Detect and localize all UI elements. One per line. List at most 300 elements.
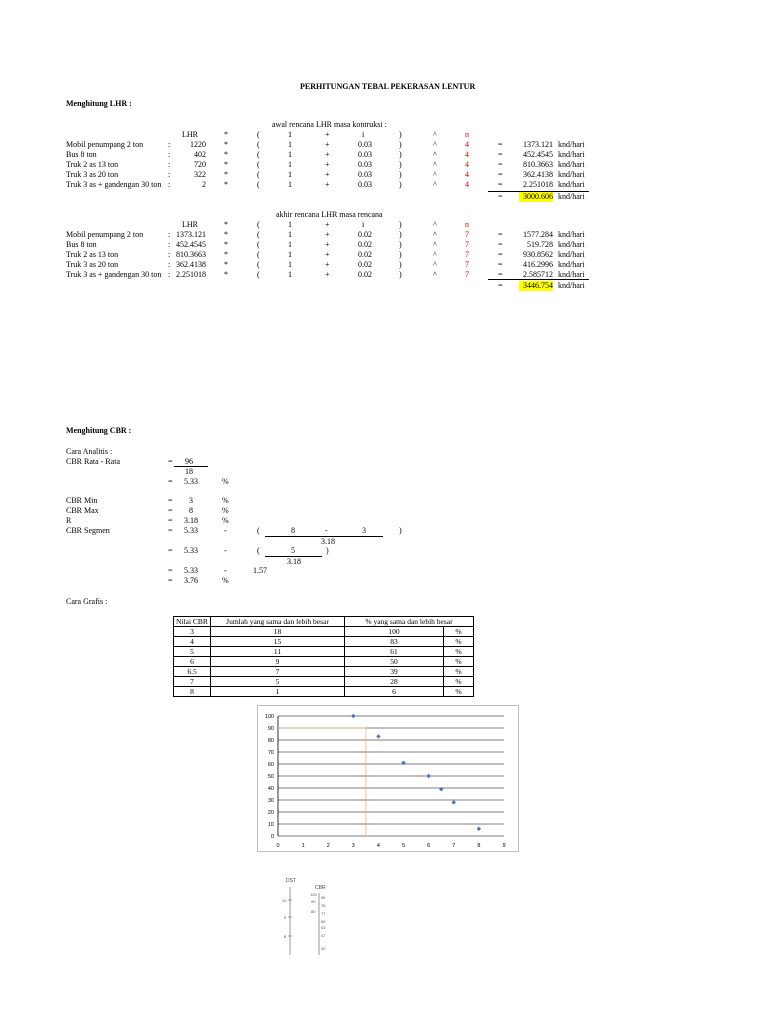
- header-one: 1: [288, 220, 292, 229]
- row-lhr: 1373.121: [176, 230, 206, 239]
- row-eq: =: [498, 240, 503, 249]
- row-plus: +: [325, 240, 330, 249]
- x-tick-label: 6: [427, 843, 431, 849]
- table-cell: %: [444, 677, 474, 687]
- seg3-b: 1.57: [253, 566, 267, 575]
- row-result: 519.728: [527, 240, 553, 249]
- row-eq: =: [498, 180, 503, 189]
- table-cell: 5: [211, 677, 345, 687]
- row-result: 452.4545: [523, 150, 553, 159]
- nomograph-right-tick: 100: [310, 892, 317, 897]
- table-cell: %: [444, 637, 474, 647]
- table-cell: 39: [345, 667, 444, 677]
- y-tick-label: 40: [267, 786, 274, 792]
- row-unit: knd/hari: [558, 270, 585, 279]
- table-row: [174, 637, 474, 647]
- header-pow: ^: [433, 130, 437, 139]
- row-pc: ): [399, 180, 402, 189]
- row-po: (: [257, 180, 260, 189]
- table-cell: %: [444, 647, 474, 657]
- row-unit: knd/hari: [558, 180, 585, 189]
- row-i: 0.02: [358, 270, 372, 279]
- row-one: 1: [288, 170, 292, 179]
- row-result: 930.8562: [523, 250, 553, 259]
- cbr-segmen-pct: %: [222, 576, 229, 585]
- y-tick-label: 60: [267, 762, 274, 768]
- row-name: Truk 2 as 13 ton: [66, 160, 119, 169]
- table-row: [174, 687, 474, 697]
- table-cell: 6: [174, 657, 211, 667]
- nomograph-right-tick: 53: [321, 925, 326, 930]
- row-plus: +: [325, 250, 330, 259]
- row-colon: :: [168, 250, 171, 259]
- row-name: Mobil penumpang 2 ton: [66, 140, 144, 149]
- row-pc: ): [399, 260, 402, 269]
- seg-result-eq: =: [168, 576, 173, 585]
- row-unit: knd/hari: [558, 170, 585, 179]
- lhr-akhir-total: 3446.754: [519, 281, 553, 291]
- row-name: Truk 3 as 20 ton: [66, 260, 119, 269]
- row-plus: +: [325, 140, 330, 149]
- header-po: (: [257, 130, 260, 139]
- seg3-a: 5.33: [184, 566, 198, 575]
- cbr-min-pct: %: [222, 496, 229, 505]
- row-mul: *: [224, 170, 228, 179]
- row-n: 7: [465, 270, 469, 279]
- row-name: Bus 8 ton: [66, 240, 97, 249]
- cbr-rata-eq: =: [168, 457, 173, 466]
- header-pow: ^: [433, 220, 437, 229]
- table-cell: 4: [174, 637, 211, 647]
- row-mul: *: [224, 240, 228, 249]
- y-tick-label: 80: [267, 738, 274, 744]
- seg1-den: 3.18: [321, 537, 335, 546]
- seg2-den: 3.18: [287, 557, 301, 566]
- table-cell: 8: [174, 687, 211, 697]
- row-mul: *: [224, 160, 228, 169]
- data-point: [426, 774, 430, 778]
- lhr-heading: Menghitung LHR :: [66, 99, 132, 108]
- row-lhr: 810.3663: [176, 250, 206, 259]
- table-cell: 61: [345, 647, 444, 657]
- row-eq: =: [498, 140, 503, 149]
- table-row: [174, 657, 474, 667]
- row-po: (: [257, 170, 260, 179]
- row-name: Truk 3 as + gandengan 30 ton: [66, 180, 162, 189]
- x-tick-label: 1: [301, 843, 305, 849]
- row-colon: :: [168, 140, 171, 149]
- table-cell: 100: [345, 627, 444, 637]
- seg1-paren-close: ): [399, 526, 402, 535]
- row-mul: *: [224, 270, 228, 279]
- row-pc: ): [399, 240, 402, 249]
- row-n: 4: [465, 160, 469, 169]
- data-point: [452, 800, 456, 804]
- row-lhr: 362.4138: [176, 260, 206, 269]
- row-i: 0.02: [358, 250, 372, 259]
- row-one: 1: [288, 230, 292, 239]
- seg1-eq: =: [168, 526, 173, 535]
- row-mul: *: [224, 260, 228, 269]
- nomograph-right-tick: 80: [311, 909, 316, 914]
- x-tick-label: 4: [376, 843, 380, 849]
- row-pc: ): [399, 250, 402, 259]
- row-mul: *: [224, 180, 228, 189]
- cbr-rata-numerator: 96: [185, 457, 193, 466]
- row-lhr: 452.4545: [176, 240, 206, 249]
- header-mul: *: [224, 220, 228, 229]
- row-plus: +: [325, 160, 330, 169]
- cara-analitis-label: Cara Analitis :: [66, 447, 113, 456]
- lhr-awal-total-eq: =: [498, 192, 503, 201]
- row-lhr: 402: [194, 150, 206, 159]
- cbr-min-label: CBR Min: [66, 496, 98, 505]
- row-n: 4: [465, 140, 469, 149]
- seg1-a: 5.33: [184, 526, 198, 535]
- row-plus: +: [325, 230, 330, 239]
- row-name: Truk 3 as 20 ton: [66, 170, 119, 179]
- row-plus: +: [325, 260, 330, 269]
- table-cell: %: [444, 687, 474, 697]
- x-tick-label: 3: [351, 843, 355, 849]
- nomograph-right-tick: 77: [321, 911, 326, 916]
- y-tick-label: 30: [267, 798, 274, 804]
- row-pc: ): [399, 160, 402, 169]
- row-one: 1: [288, 250, 292, 259]
- row-po: (: [257, 270, 260, 279]
- cbr-rata-label: CBR Rata - Rata: [66, 457, 120, 466]
- nomograph-right-tick: 30: [321, 946, 326, 951]
- y-tick-label: 90: [267, 726, 274, 732]
- header-lhr: LHR: [182, 220, 198, 229]
- r-pct: %: [222, 516, 229, 525]
- row-eq: =: [498, 270, 503, 279]
- seg1-minus2: -: [325, 526, 328, 535]
- row-po: (: [257, 140, 260, 149]
- table-row: [174, 667, 474, 677]
- row-colon: :: [168, 230, 171, 239]
- nomograph-left-tick: 9: [284, 915, 287, 920]
- row-lhr: 720: [194, 160, 206, 169]
- row-n: 4: [465, 180, 469, 189]
- cbr-segmen-result: 3.76: [184, 576, 198, 585]
- row-result: 810.3663: [523, 160, 553, 169]
- data-point: [401, 761, 405, 765]
- data-point: [351, 714, 355, 718]
- header-n: n: [465, 130, 469, 139]
- table-cell: 5: [174, 647, 211, 657]
- lhr-akhir-sum-line: [488, 279, 589, 280]
- row-pow: ^: [433, 260, 437, 269]
- nomograph-right-title: CBR: [315, 885, 326, 891]
- x-tick-label: 0: [276, 843, 280, 849]
- row-colon: :: [168, 260, 171, 269]
- table-cell: 3: [174, 627, 211, 637]
- row-mul: *: [224, 140, 228, 149]
- seg1-c: 3: [362, 526, 366, 535]
- x-tick-label: 7: [452, 843, 456, 849]
- row-lhr: 2.251018: [176, 270, 206, 279]
- cbr-max-value: 8: [189, 506, 193, 515]
- y-tick-label: 50: [267, 774, 274, 780]
- row-plus: +: [325, 270, 330, 279]
- row-one: 1: [288, 180, 292, 189]
- cbr-max-label: CBR Max: [66, 506, 99, 515]
- header-i: i: [362, 130, 365, 139]
- table-header-cell: Nilai CBR: [174, 617, 211, 627]
- row-colon: :: [168, 150, 171, 159]
- cbr-segmen-label: CBR Segmen: [66, 526, 110, 535]
- row-one: 1: [288, 160, 292, 169]
- table-row: [174, 677, 474, 687]
- row-plus: +: [325, 150, 330, 159]
- row-one: 1: [288, 270, 292, 279]
- lhr-akhir-total-eq: =: [498, 281, 503, 290]
- table-cell: 18: [211, 627, 345, 637]
- cbr-table-header: [174, 617, 474, 627]
- x-tick-label: 9: [502, 843, 506, 849]
- seg2-a: 5.33: [184, 546, 198, 555]
- row-pow: ^: [433, 270, 437, 279]
- row-n: 4: [465, 150, 469, 159]
- table-cell: 15: [211, 637, 345, 647]
- row-eq: =: [498, 260, 503, 269]
- cbr-table: [173, 616, 474, 697]
- seg3-minus: -: [224, 566, 227, 575]
- row-mul: *: [224, 150, 228, 159]
- row-po: (: [257, 250, 260, 259]
- cbr-nomograph: [280, 875, 340, 955]
- table-cell: 1: [211, 687, 345, 697]
- y-tick-label: 70: [267, 750, 274, 756]
- row-i: 0.02: [358, 230, 372, 239]
- row-n: 7: [465, 250, 469, 259]
- row-pow: ^: [433, 170, 437, 179]
- nomograph-right-tick: 47: [321, 933, 326, 938]
- row-one: 1: [288, 150, 292, 159]
- cbr-min-eq: =: [168, 496, 173, 505]
- row-unit: knd/hari: [558, 250, 585, 259]
- row-result: 2.251018: [523, 180, 553, 189]
- seg2-minus: -: [224, 546, 227, 555]
- table-header-cell: % yang sama dan lebih besar: [345, 617, 474, 627]
- cbr-heading: Menghitung CBR :: [66, 426, 132, 435]
- r-eq: =: [168, 516, 173, 525]
- header-mul: *: [224, 130, 228, 139]
- row-po: (: [257, 230, 260, 239]
- row-unit: knd/hari: [558, 160, 585, 169]
- row-eq: =: [498, 230, 503, 239]
- header-lhr: LHR: [182, 130, 198, 139]
- seg3-eq: =: [168, 566, 173, 575]
- row-po: (: [257, 260, 260, 269]
- x-tick-label: 5: [402, 843, 406, 849]
- x-tick-label: 2: [326, 843, 330, 849]
- cbr-max-pct: %: [222, 506, 229, 515]
- row-unit: knd/hari: [558, 240, 585, 249]
- seg2-eq: =: [168, 546, 173, 555]
- header-one: 1: [288, 130, 292, 139]
- cbr-scatter-chart: [257, 705, 519, 852]
- row-i: 0.03: [358, 150, 372, 159]
- header-n: n: [465, 220, 469, 229]
- row-pow: ^: [433, 250, 437, 259]
- page-title: PERHITUNGAN TEBAL PEKERASAN LENTUR: [300, 82, 476, 91]
- row-colon: :: [168, 180, 171, 189]
- cara-grafis-label: Cara Grafis :: [66, 597, 108, 606]
- row-name: Truk 2 as 13 ton: [66, 250, 119, 259]
- row-i: 0.03: [358, 140, 372, 149]
- nomograph-right-tick: 76: [321, 903, 326, 908]
- row-one: 1: [288, 260, 292, 269]
- row-po: (: [257, 150, 260, 159]
- row-eq: =: [498, 250, 503, 259]
- row-pow: ^: [433, 160, 437, 169]
- header-pc: ): [399, 130, 402, 139]
- y-tick-label: 20: [267, 810, 274, 816]
- nomograph-right-tick: 90: [311, 899, 316, 904]
- row-pc: ): [399, 140, 402, 149]
- table-cell: 7: [211, 667, 345, 677]
- x-tick-label: 8: [477, 843, 481, 849]
- y-tick-label: 0: [270, 834, 274, 840]
- nomograph-right-tick: 96: [321, 895, 326, 900]
- row-result: 1373.121: [523, 140, 553, 149]
- seg2-paren-open: (: [257, 546, 260, 555]
- table-header-cell: Jumlah yang sama dan lebih besar: [211, 617, 345, 627]
- nomograph-left-title: DST: [286, 878, 296, 884]
- row-pow: ^: [433, 140, 437, 149]
- row-n: 7: [465, 240, 469, 249]
- y-tick-label: 10: [267, 822, 274, 828]
- cbr-rata-pct: %: [222, 477, 229, 486]
- row-result: 362.4138: [523, 170, 553, 179]
- seg1-minus: -: [224, 526, 227, 535]
- cbr-max-eq: =: [168, 506, 173, 515]
- row-lhr: 322: [194, 170, 206, 179]
- data-point: [439, 787, 443, 791]
- row-plus: +: [325, 170, 330, 179]
- header-po: (: [257, 220, 260, 229]
- table-cell: 50: [345, 657, 444, 667]
- row-unit: knd/hari: [558, 140, 585, 149]
- table-cell: %: [444, 657, 474, 667]
- table-cell: 28: [345, 677, 444, 687]
- row-n: 7: [465, 230, 469, 239]
- row-mul: *: [224, 250, 228, 259]
- row-pow: ^: [433, 150, 437, 159]
- data-point: [477, 827, 481, 831]
- table-cell: %: [444, 667, 474, 677]
- row-i: 0.03: [358, 180, 372, 189]
- table-cell: 7: [174, 677, 211, 687]
- header-pc: ): [399, 220, 402, 229]
- seg2-b: 5: [291, 546, 295, 555]
- seg2-paren-close: ): [326, 546, 329, 555]
- row-n: 4: [465, 170, 469, 179]
- row-i: 0.03: [358, 160, 372, 169]
- cbr-rata-eq2: =: [168, 477, 173, 486]
- row-name: Truk 3 as + gandengan 30 ton: [66, 270, 162, 279]
- table-cell: 6: [345, 687, 444, 697]
- row-result: 1577.284: [523, 230, 553, 239]
- seg1-b: 8: [291, 526, 295, 535]
- row-i: 0.03: [358, 170, 372, 179]
- row-po: (: [257, 240, 260, 249]
- table-cell: 9: [211, 657, 345, 667]
- row-pc: ): [399, 170, 402, 179]
- table-cell: 83: [345, 637, 444, 647]
- seg1-paren-open: (: [257, 526, 260, 535]
- header-plus: +: [325, 130, 330, 139]
- header-i: i: [362, 220, 365, 229]
- y-tick-label: 100: [264, 714, 274, 720]
- row-unit: knd/hari: [558, 150, 585, 159]
- header-plus: +: [325, 220, 330, 229]
- row-pow: ^: [433, 240, 437, 249]
- row-colon: :: [168, 240, 171, 249]
- row-result: 416.2996: [523, 260, 553, 269]
- row-unit: knd/hari: [558, 230, 585, 239]
- table-row: [174, 647, 474, 657]
- row-one: 1: [288, 140, 292, 149]
- table-row: [174, 627, 474, 637]
- lhr-akhir-caption: akhir rencana LHR masa rencana: [276, 210, 383, 219]
- row-pc: ): [399, 150, 402, 159]
- row-colon: :: [168, 270, 171, 279]
- cbr-rata-denominator: 18: [185, 467, 193, 476]
- r-label: R: [66, 516, 72, 525]
- row-eq: =: [498, 160, 503, 169]
- row-i: 0.02: [358, 240, 372, 249]
- nomograph-right-tick: 65: [321, 919, 326, 924]
- data-point: [376, 734, 380, 738]
- row-eq: =: [498, 170, 503, 179]
- r-value: 3.18: [184, 516, 198, 525]
- row-pc: ): [399, 270, 402, 279]
- lhr-awal-total: 3000.606: [519, 192, 553, 202]
- table-cell: 11: [211, 647, 345, 657]
- row-plus: +: [325, 180, 330, 189]
- row-colon: :: [168, 170, 171, 179]
- row-lhr: 1220: [190, 140, 206, 149]
- row-pow: ^: [433, 180, 437, 189]
- table-cell: %: [444, 627, 474, 637]
- lhr-awal-caption: awal rencana LHR masa kontruksi :: [272, 120, 387, 129]
- row-lhr: 2: [202, 180, 206, 189]
- row-i: 0.02: [358, 260, 372, 269]
- row-name: Mobil penumpang 2 ton: [66, 230, 144, 239]
- row-name: Bus 8 ton: [66, 150, 97, 159]
- lhr-awal-total-unit: knd/hari: [558, 192, 585, 201]
- cbr-min-value: 3: [189, 496, 193, 505]
- row-n: 7: [465, 260, 469, 269]
- row-po: (: [257, 160, 260, 169]
- nomograph-left-tick: 8: [284, 934, 287, 939]
- lhr-akhir-total-unit: knd/hari: [558, 281, 585, 290]
- table-cell: 6.5: [174, 667, 211, 677]
- row-mul: *: [224, 230, 228, 239]
- row-colon: :: [168, 160, 171, 169]
- nomograph-left-tick: 10: [282, 898, 287, 903]
- row-pc: ): [399, 230, 402, 239]
- cbr-rata-value: 5.33: [184, 477, 198, 486]
- row-unit: knd/hari: [558, 260, 585, 269]
- row-eq: =: [498, 150, 503, 159]
- row-pow: ^: [433, 230, 437, 239]
- row-one: 1: [288, 240, 292, 249]
- row-result: 2.585712: [523, 270, 553, 279]
